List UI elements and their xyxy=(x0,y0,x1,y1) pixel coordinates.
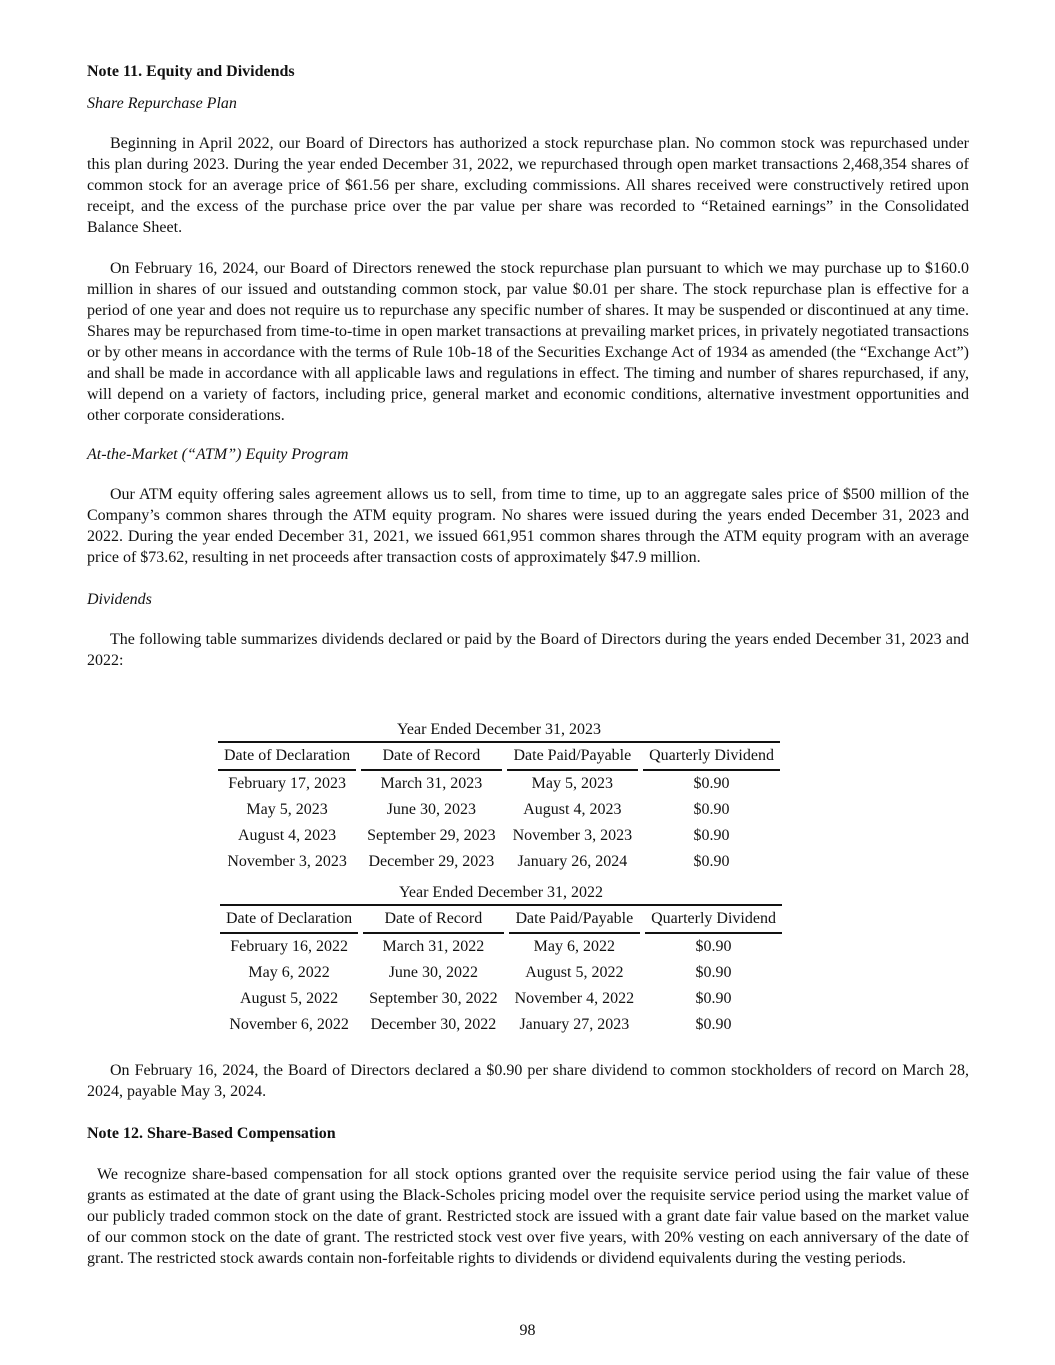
table-cell: November 3, 2023 xyxy=(512,827,633,844)
table-row xyxy=(220,1012,782,1038)
column-header: Date Paid/Payable xyxy=(507,743,639,771)
table-row xyxy=(218,797,780,823)
table-cell: $0.90 xyxy=(695,990,732,1007)
atm-heading: At-the-Market (“ATM”) Equity Program xyxy=(87,446,349,463)
dividends-table-2022 xyxy=(215,882,787,1038)
dividends-table-2023 xyxy=(213,719,785,875)
page-number: 98 xyxy=(519,1322,536,1339)
column-header: Date Paid/Payable xyxy=(509,906,641,934)
column-header: Date of Record xyxy=(363,906,503,934)
table-cell: $0.90 xyxy=(695,938,732,955)
repurchase-paragraph-1: Beginning in April 2022, our Board of Directors has authorized a stock repurchase plan. No common stock was repurchased under this plan during 2023. During the year ended December 31, 2022, we repurchased through open market transactions 2,468,354 shares of common stock for an average price of $61.56 per share, excluding commissions. All shares received were constructively retired upon receipt, and the excess of the purchase price over the par value per share was recorded to “Retained earnings” in the Consolidated Balance Sheet. xyxy=(87,135,969,236)
table-cell: September 30, 2022 xyxy=(369,990,498,1007)
table-cell: March 31, 2022 xyxy=(382,938,485,955)
table-cell: November 3, 2023 xyxy=(227,853,347,870)
table-cell: May 6, 2022 xyxy=(533,938,615,955)
table-cell: November 4, 2022 xyxy=(514,990,635,1007)
table-cell: $0.90 xyxy=(693,853,730,870)
table-cell: $0.90 xyxy=(695,1016,732,1033)
table-row xyxy=(218,771,780,797)
column-header: Quarterly Dividend xyxy=(645,906,782,934)
table-cell: $0.90 xyxy=(695,964,732,981)
table-cell: November 6, 2022 xyxy=(229,1016,349,1033)
table-row xyxy=(218,823,780,849)
table-cell: May 6, 2022 xyxy=(248,964,330,981)
share-based-compensation-paragraph: We recognize share-based compensation for all stock options granted over the requisite service period using the fair value of these grants as estimated at the date of grant using the Black-Scholes pricing model over the requisite service period using the market value of our publicly traded common stock on the date of grant. Restricted stock are issued with a grant date fair value based on the market value of our common stock on the date of grant. The restricted stock vest over five years, with 20% vesting on each anniversary of the date of grant. The restricted stock awards contain non-forfeitable rights to dividends or dividend equivalents during the vesting periods. xyxy=(87,1166,969,1267)
table-cell: $0.90 xyxy=(693,775,730,792)
table-cell: September 29, 2023 xyxy=(367,827,496,844)
table-cell: $0.90 xyxy=(693,801,730,818)
table-row xyxy=(220,986,782,1012)
table-cell: August 4, 2023 xyxy=(523,801,622,818)
table-cell: $0.90 xyxy=(693,827,730,844)
column-header: Quarterly Dividend xyxy=(643,743,780,771)
share-repurchase-heading: Share Repurchase Plan xyxy=(87,95,237,112)
table-cell: January 27, 2023 xyxy=(519,1016,630,1033)
note-12-title: Note 12. Share-Based Compensation xyxy=(87,1125,336,1142)
table-cell: February 17, 2023 xyxy=(228,775,346,792)
table-cell: May 5, 2023 xyxy=(531,775,613,792)
subsequent-dividend-paragraph: On February 16, 2024, the Board of Directors declared a $0.90 per share dividend to common stockholders of record on March 28, 2024, payable May 3, 2024. xyxy=(87,1062,969,1100)
table-cell: March 31, 2023 xyxy=(380,775,483,792)
note-11-title: Note 11. Equity and Dividends xyxy=(87,63,295,80)
table-cell: June 30, 2023 xyxy=(386,801,477,818)
dividends-heading: Dividends xyxy=(87,591,152,608)
table-row xyxy=(220,960,782,986)
table-row xyxy=(220,934,782,960)
table-cell: January 26, 2024 xyxy=(517,853,628,870)
table-caption: Year Ended December 31, 2023 xyxy=(218,719,780,743)
table-cell: August 4, 2023 xyxy=(237,827,337,844)
table-cell: August 5, 2022 xyxy=(525,964,624,981)
table-cell: February 16, 2022 xyxy=(230,938,348,955)
dividends-paragraph: The following table summarizes dividends declared or paid by the Board of Directors during the years ended December 31, 2023 and 2022: xyxy=(87,631,969,669)
atm-paragraph: Our ATM equity offering sales agreement allows us to sell, from time to time, up to an aggregate sales price of $500 million of the Company’s common shares through the ATM equity program. No shares were issued during the years ended December 31, 2023 and 2022. During the year ended December 31, 2021, we issued 661,951 common shares through the ATM equity program with an average price of $73.62, resulting in net proceeds after transaction costs of approximately $47.9 million. xyxy=(87,486,969,566)
column-header: Date of Record xyxy=(361,743,501,771)
table-cell: June 30, 2022 xyxy=(388,964,479,981)
repurchase-paragraph-2: On February 16, 2024, our Board of Directors renewed the stock repurchase plan pursuant to which we may purchase up to $160.0 million in shares of our issued and outstanding common stock, par value $0.01 per share. The stock repurchase plan is effective for a period of one year and does not require us to repurchase any specific number of shares. It may be suspended or discontinued at any time. Shares may be repurchased from time-to-time in open market transactions at prevailing market prices, in privately negotiated transactions or by other means in accordance with the terms of Rule 10b-18 of the Securities Exchange Act of 1934 as amended (the “Exchange Act”) and shall be made in accordance with all applicable laws and regulations in effect. The timing and number of shares repurchased, if any, will depend on a variety of factors, including price, general market and economic conditions, alternative investment opportunities and other corporate considerations. xyxy=(87,260,969,424)
table-cell: December 29, 2023 xyxy=(368,853,495,870)
table-cell: December 30, 2022 xyxy=(370,1016,497,1033)
table-cell: August 5, 2022 xyxy=(239,990,339,1007)
table-cell: May 5, 2023 xyxy=(246,801,328,818)
table-caption: Year Ended December 31, 2022 xyxy=(220,882,782,906)
column-header: Date of Declaration xyxy=(220,906,358,934)
table-row xyxy=(218,849,780,875)
column-header: Date of Declaration xyxy=(218,743,356,771)
